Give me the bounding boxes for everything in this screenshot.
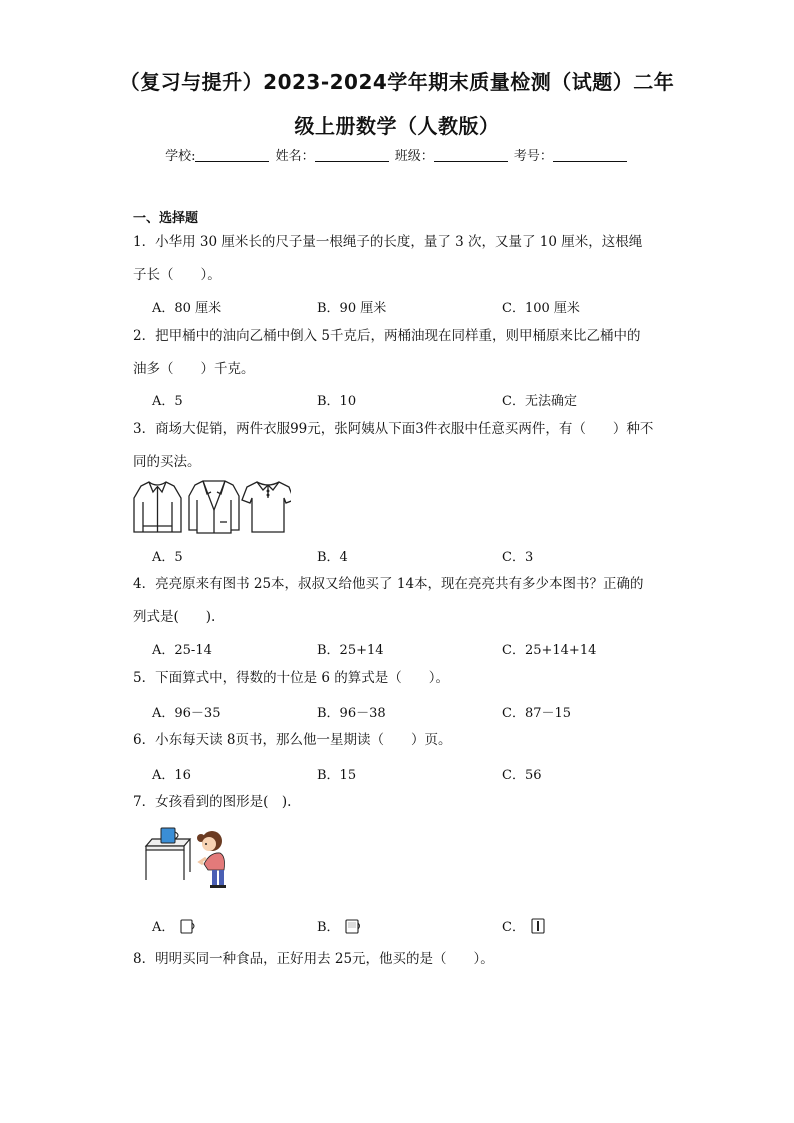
question-3-line-2: 同的买法。 bbox=[133, 454, 201, 470]
question-4 bbox=[133, 568, 673, 634]
q5-option-a[interactable]: A．96－35 bbox=[152, 706, 221, 721]
q4-option-b[interactable]: B．25+14 bbox=[317, 643, 384, 658]
q1-option-b[interactable]: B．90 厘米 bbox=[317, 301, 387, 316]
question-5-options bbox=[152, 702, 672, 722]
q4-option-a[interactable]: A．25-14 bbox=[152, 643, 212, 658]
q6-option-c[interactable]: C．56 bbox=[502, 768, 542, 783]
q1-option-c[interactable]: C．100 厘米 bbox=[502, 301, 580, 316]
question-2 bbox=[133, 320, 673, 386]
blazer-icon bbox=[189, 481, 239, 533]
question-2-line-1: 2．把甲桶中的油向乙桶中倒入 5千克后，两桶油现在同样重，则甲桶原来比乙桶中的 bbox=[133, 328, 641, 344]
q7-option-b[interactable] bbox=[317, 916, 362, 935]
title-line-1: （复习与提升）2023-2024学年期末质量检测（试题）二年 bbox=[119, 70, 675, 94]
cup-icon bbox=[161, 828, 178, 843]
number-blank[interactable] bbox=[553, 148, 627, 162]
question-7 bbox=[133, 786, 673, 819]
class-label: 班级： bbox=[394, 149, 434, 164]
question-6-line-1: 6．小东每天读 8页书，那么他一星期读（ ）页。 bbox=[133, 732, 452, 748]
title-line-2: 级上册数学（人教版） bbox=[294, 114, 500, 138]
question-5 bbox=[133, 662, 673, 695]
question-8-line-1: 8．明明买同一种食品，正好用去 25元，他买的是（ ）。 bbox=[133, 951, 494, 967]
section-heading: 一、选择题 bbox=[133, 211, 199, 226]
question-1-line-2: 子长（ ）。 bbox=[133, 267, 221, 283]
question-3-options bbox=[152, 546, 672, 566]
q2-option-a[interactable]: A．5 bbox=[152, 394, 183, 409]
jacket-icon bbox=[134, 482, 181, 532]
table-icon bbox=[146, 839, 190, 880]
q5-option-b[interactable]: B．96－38 bbox=[317, 706, 386, 721]
question-1 bbox=[133, 226, 673, 292]
question-4-line-1: 4．亮亮原来有图书 25本，叔叔又给他买了 14本，现在亮亮共有多少本图书？正确的 bbox=[133, 576, 644, 592]
girl-icon bbox=[197, 831, 226, 888]
question-8 bbox=[133, 943, 673, 976]
cup-front-view-icon bbox=[529, 917, 547, 935]
question-2-options bbox=[152, 390, 672, 410]
question-6 bbox=[133, 724, 673, 757]
girl-and-cup-illustration bbox=[140, 826, 248, 892]
q1-option-a[interactable]: A．80 厘米 bbox=[152, 301, 222, 316]
name-blank[interactable] bbox=[315, 148, 389, 162]
cup-side-view-icon bbox=[179, 917, 197, 935]
name-label: 姓名： bbox=[275, 149, 315, 164]
q2-option-c[interactable]: C．无法确定 bbox=[502, 394, 577, 409]
q7-option-c[interactable] bbox=[502, 916, 547, 935]
student-info-row bbox=[0, 145, 794, 164]
q5-option-c[interactable]: C．87－15 bbox=[502, 706, 572, 721]
question-7-line-1: 7．女孩看到的图形是( ). bbox=[133, 794, 292, 810]
question-7-options bbox=[152, 916, 672, 936]
question-3 bbox=[133, 413, 673, 479]
question-6-options bbox=[152, 764, 672, 784]
question-1-options bbox=[152, 297, 672, 317]
q6-option-b[interactable]: B．15 bbox=[317, 768, 357, 783]
number-label: 考号： bbox=[513, 149, 553, 164]
q6-option-a[interactable]: A．16 bbox=[152, 768, 191, 783]
q7-option-a-label: A． bbox=[152, 920, 175, 935]
cup-angled-view-icon bbox=[344, 917, 362, 935]
question-3-line-1: 3．商场大促销，两件衣服99元，张阿姨从下面3件衣服中任意买两件，有（ ）种不 bbox=[133, 421, 654, 437]
school-blank[interactable] bbox=[195, 148, 269, 162]
school-label: 学校: bbox=[165, 149, 196, 164]
q7-option-a[interactable] bbox=[152, 916, 197, 935]
question-4-line-2: 列式是( ). bbox=[133, 609, 216, 625]
q7-option-b-label: B． bbox=[317, 920, 340, 935]
question-1-line-1: 1．小华用 30 厘米长的尺子量一根绳子的长度，量了 3 次，又量了 10 厘米，这根绳 bbox=[133, 234, 643, 250]
question-5-line-1: 5．下面算式中，得数的十位是 6 的算式是（ ）。 bbox=[133, 670, 450, 686]
polo-shirt-icon bbox=[242, 482, 291, 532]
q3-option-c[interactable]: C．3 bbox=[502, 550, 534, 565]
question-2-line-2: 油多（ ）千克。 bbox=[133, 361, 255, 377]
q4-option-c[interactable]: C．25+14+14 bbox=[502, 643, 597, 658]
q3-option-a[interactable]: A．5 bbox=[152, 550, 183, 565]
question-4-options bbox=[152, 639, 672, 659]
clothing-images bbox=[131, 478, 291, 536]
q2-option-b[interactable]: B．10 bbox=[317, 394, 357, 409]
q3-option-b[interactable]: B．4 bbox=[317, 550, 348, 565]
q7-option-c-label: C． bbox=[502, 920, 525, 935]
class-blank[interactable] bbox=[434, 148, 508, 162]
